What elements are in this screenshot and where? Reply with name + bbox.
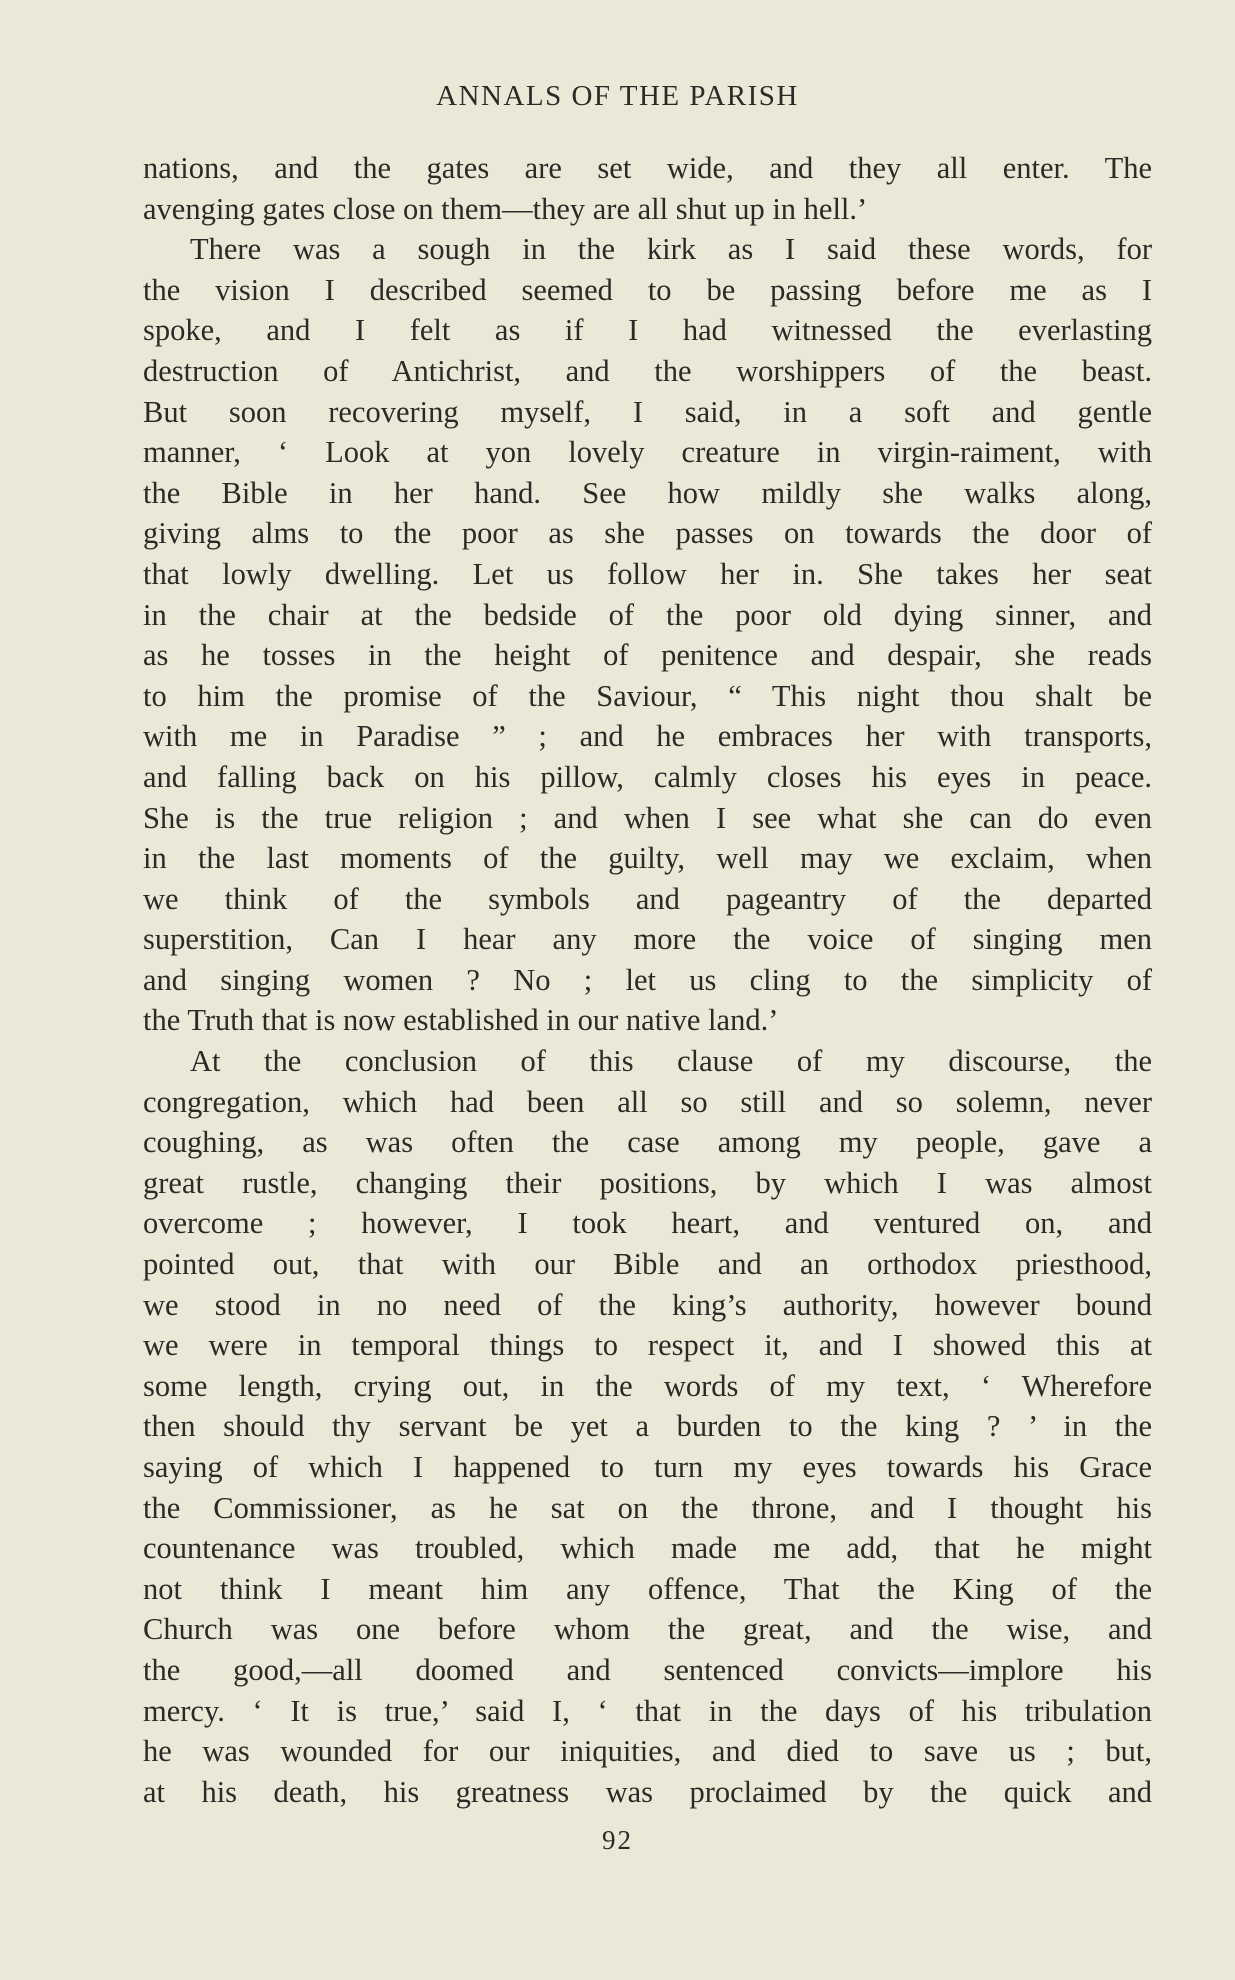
text-line: then should thy servant be yet a burden to the king ? ’ in the [143,1409,1152,1444]
text-line: not think I meant him any offence, That the King of the [143,1571,1152,1606]
text-line: At the conclusion of this clause of my discourse, the [190,1044,1152,1079]
text-line: the Commissioner, as he sat on the throne, and I thought his [143,1490,1152,1525]
text-line: and falling back on his pillow, calmly closes his eyes in peace. [143,759,1152,794]
text-line: and singing women ? No ; let us cling to the simplicity of [143,962,1152,997]
text-line: She is the true religion ; and when I see what she can do even [143,800,1152,835]
text-line: great rustle, changing their positions, by which I was almost [143,1165,1152,1200]
text-line: we stood in no need of the king’s authority, however bound [143,1287,1152,1322]
text-line: the Truth that is now established in our native land.’ [143,1003,779,1038]
text-line: overcome ; however, I took heart, and ventured on, and [143,1206,1152,1241]
text-line: to him the promise of the Saviour, “ This night thou shalt be [143,678,1152,713]
text-line: giving alms to the poor as she passes on towards the door of [143,516,1152,551]
page-number: 92 [602,1825,633,1855]
text-line: we think of the symbols and pageantry of the departed [143,881,1152,916]
running-title: ANNALS OF THE PARISH [436,80,799,112]
text-line: at his death, his greatness was proclaimed by the quick and [143,1774,1152,1809]
text-line: spoke, and I felt as if I had witnessed the everlasting [143,313,1152,348]
text-line: with me in Paradise ” ; and he embraces her with transports, [143,719,1152,754]
body-text [143,148,1152,1812]
text-line: in the last moments of the guilty, well may we exclaim, when [143,841,1152,876]
text-line: we were in temporal things to respect it, and I showed this at [143,1328,1152,1363]
text-line: There was a sough in the kirk as I said these words, for [190,232,1152,267]
text-line: superstition, Can I hear any more the voice of singing men [143,922,1152,957]
text-line: nations, and the gates are set wide, and they all enter. The [143,151,1152,185]
text-line: congregation, which had been all so still and so solemn, never [143,1084,1152,1119]
text-line: as he tosses in the height of penitence and despair, she reads [143,638,1152,673]
text-line: countenance was troubled, which made me add, that he might [143,1531,1152,1566]
text-line: some length, crying out, in the words of my text, ‘ Wherefore [143,1368,1152,1403]
text-line: he was wounded for our iniquities, and died to save us ; but, [143,1734,1152,1769]
text-line: pointed out, that with our Bible and an orthodox priesthood, [143,1247,1152,1282]
text-line: manner, ‘ Look at yon lovely creature in virgin-raiment, with [143,435,1152,470]
text-line: mercy. ‘ It is true,’ said I, ‘ that in the days of his tribulation [143,1693,1152,1728]
text-line: avenging gates close on them—they are all shut up in hell.’ [143,191,868,226]
text-line: coughing, as was often the case among my people, gave a [143,1125,1152,1160]
text-line: in the chair at the bedside of the poor old dying sinner, and [143,597,1152,632]
text-line: destruction of Antichrist, and the worshippers of the beast. [143,353,1152,388]
text-line: that lowly dwelling. Let us follow her in. She takes her seat [143,556,1152,591]
text-line: saying of which I happened to turn my eyes towards his Grace [143,1450,1152,1484]
text-line: But soon recovering myself, I said, in a soft and gentle [143,394,1152,429]
text-line: the good,—all doomed and sentenced convicts—implore his [143,1652,1152,1687]
text-line: Church was one before whom the great, and the wise, and [143,1612,1152,1647]
text-line: the Bible in her hand. See how mildly she walks along, [143,475,1152,510]
text-line: the vision I described seemed to be passing before me as I [143,272,1152,307]
